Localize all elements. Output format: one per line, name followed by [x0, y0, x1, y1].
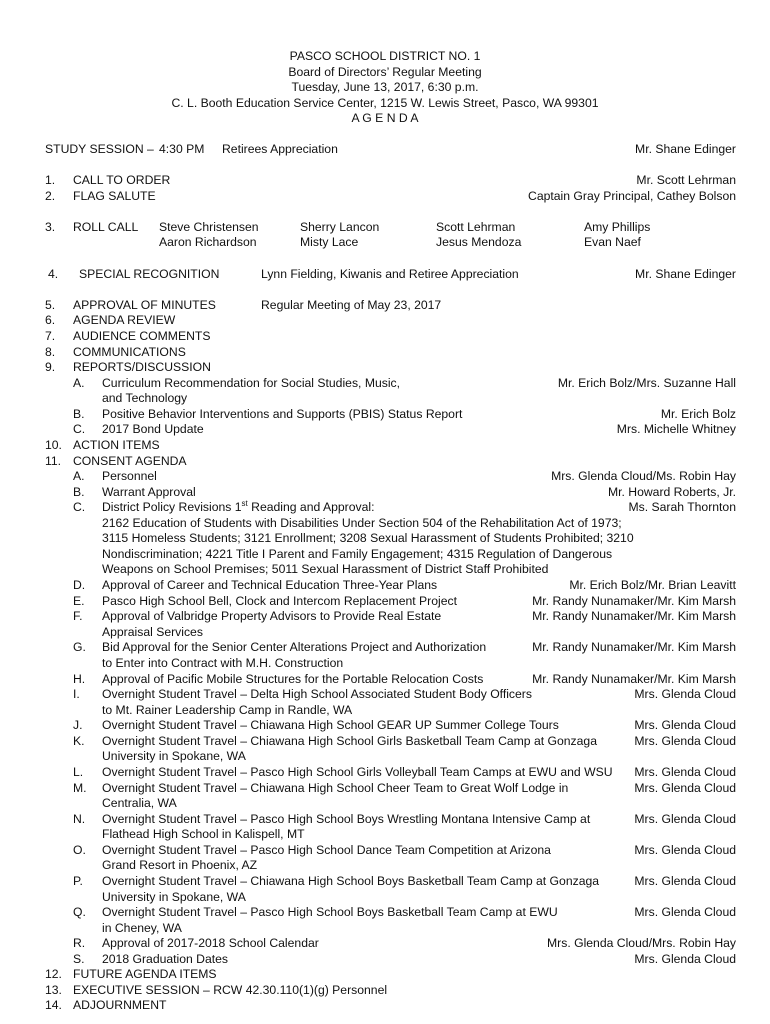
meeting-title: Board of Directors’ Regular Meeting — [288, 65, 482, 79]
sub-item-presenter: Mr. Howard Roberts, Jr. — [607, 485, 736, 499]
study-session-presenter: Mr. Shane Edinger — [635, 142, 736, 156]
board-member: Sherry Lancon — [300, 220, 380, 234]
item-title: FLAG SALUTE — [73, 189, 156, 203]
item-title: ACTION ITEMS — [73, 438, 160, 452]
item-presenter: Captain Gray Principal, Cathey Bolson — [528, 189, 736, 203]
item-title: APPROVAL OF MINUTES — [73, 298, 216, 312]
sub-item-letter: E. — [73, 594, 85, 608]
sub-item-letter: D. — [73, 578, 86, 592]
sub-item-text: 3115 Homeless Students; 3121 Enrollment; 3208 Sexual Harassment of Students Prohibited; 3210 — [102, 531, 634, 545]
district-name: PASCO SCHOOL DISTRICT NO. 1 — [289, 49, 481, 63]
sub-item-text: Weapons on School Premises; 5011 Sexual Harassment of District Staff Prohibited — [102, 562, 549, 576]
board-member: Aaron Richardson — [159, 235, 257, 249]
item-title: ADJOURNMENT — [73, 998, 167, 1012]
sub-item-letter: A. — [73, 376, 85, 390]
sub-item-text: Approval of Valbridge Property Advisors to Provide Real Estate — [102, 609, 442, 623]
sub-item-letter: K. — [73, 734, 85, 748]
sub-item-text: Appraisal Services — [102, 625, 203, 639]
item-number: 13. — [45, 983, 62, 997]
board-member: Evan Naef — [584, 235, 641, 249]
sub-item-letter: O. — [73, 843, 86, 857]
sub-item-letter: C. — [73, 500, 86, 514]
item-title: CONSENT AGENDA — [73, 454, 187, 468]
board-member: Amy Phillips — [584, 220, 651, 234]
item-title: EXECUTIVE SESSION – RCW 42.30.110(1)(g) Personnel — [73, 983, 388, 997]
item-presenter: Mr. Scott Lehrman — [636, 173, 736, 187]
item-number: 9. — [45, 360, 56, 374]
item-title: REPORTS/DISCUSSION — [73, 360, 211, 374]
item-number: 4. — [48, 267, 59, 281]
sub-item-presenter: Mrs. Glenda Cloud — [634, 812, 736, 826]
item-number: 12. — [45, 967, 62, 981]
sub-item-text: Nondiscrimination; 4221 Title I Parent and Family Engagement; 4315 Regulation of Dangerous — [102, 547, 613, 561]
sub-item-text: Overnight Student Travel – Chiawana High School Girls Basketball Team Camp at Gonzaga — [102, 734, 597, 748]
board-member: Jesus Mendoza — [436, 235, 522, 249]
sub-item-text: Warrant Approval — [102, 485, 196, 499]
meeting-date: Tuesday, June 13, 2017, 6:30 p.m. — [291, 80, 479, 94]
sub-item-letter: F. — [73, 609, 83, 623]
sub-item-presenter: Mrs. Glenda Cloud — [634, 905, 736, 919]
item-title: ROLL CALL — [73, 220, 139, 234]
sub-item-presenter: Mrs. Glenda Cloud — [634, 734, 736, 748]
sub-item-text: Flathead High School in Kalispell, MT — [102, 827, 305, 841]
sub-item-text: Overnight Student Travel – Chiawana High School Cheer Team to Great Wolf Lodge in — [102, 781, 569, 795]
sub-item-letter: L. — [73, 765, 84, 779]
sub-item-presenter: Mrs. Glenda Cloud — [634, 843, 736, 857]
item-detail: Regular Meeting of May 23, 2017 — [261, 298, 442, 312]
sub-item-presenter: Ms. Sarah Thornton — [628, 500, 736, 514]
meeting-location: C. L. Booth Education Service Center, 1215 W. Lewis Street, Pasco, WA 99301 — [171, 96, 599, 110]
item-number: 2. — [45, 189, 56, 203]
sub-item-text: Overnight Student Travel – Pasco High School Boys Wrestling Montana Intensive Camp at — [102, 812, 591, 826]
sub-item-letter: C. — [73, 422, 86, 436]
item-number: 1. — [45, 173, 56, 187]
sub-item-text: Overnight Student Travel – Chiawana High School Boys Basketball Team Camp at Gonzaga — [102, 874, 600, 888]
board-member: Steve Christensen — [159, 220, 259, 234]
sub-item-letter: P. — [73, 874, 83, 888]
item-number: 8. — [45, 345, 56, 359]
sub-item-presenter: Mrs. Michelle Whitney — [616, 422, 736, 436]
sub-item-text: Bid Approval for the Senior Center Alterations Project and Authorization — [102, 640, 487, 654]
sub-item-letter: M. — [73, 781, 87, 795]
sub-item-text: University in Spokane, WA — [102, 890, 246, 904]
policy-heading-pre: District Policy Revisions 1 — [102, 500, 242, 514]
sub-item-text: Overnight Student Travel – Pasco High School Boys Basketball Team Camp at EWU — [102, 905, 558, 919]
sub-item-text: in Cheney, WA — [102, 921, 182, 935]
sub-item-letter: N. — [73, 812, 86, 826]
sub-item-text: Overnight Student Travel – Delta High School Associated Student Body Officers — [102, 687, 532, 701]
item-detail: Lynn Fielding, Kiwanis and Retiree Appreciation — [261, 267, 519, 281]
sub-item-text: 2017 Bond Update — [102, 422, 204, 436]
sub-item-letter: I. — [73, 687, 80, 701]
sub-item-letter: S. — [73, 952, 85, 966]
ordinal-suffix: st — [241, 498, 248, 508]
sub-item-text — [102, 500, 374, 515]
policy-heading-post: Reading and Approval: — [247, 500, 375, 514]
sub-item-text: Positive Behavior Interventions and Supports (PBIS) Status Report — [102, 407, 463, 421]
sub-item-text: Curriculum Recommendation for Social Studies, Music, — [102, 376, 401, 390]
item-number: 11. — [45, 454, 62, 468]
item-number: 3. — [45, 220, 56, 234]
study-session-label: STUDY SESSION – — [45, 142, 154, 156]
sub-item-letter: R. — [73, 936, 86, 950]
sub-item-text: Centralia, WA — [102, 796, 177, 810]
sub-item-presenter: Mr. Erich Bolz/Mrs. Suzanne Hall — [557, 376, 736, 390]
item-number: 7. — [45, 329, 56, 343]
sub-item-presenter: Mrs. Glenda Cloud/Mrs. Robin Hay — [547, 936, 736, 950]
sub-item-presenter: Mr. Randy Nunamaker/Mr. Kim Marsh — [532, 640, 736, 654]
sub-item-presenter: Mrs. Glenda Cloud — [634, 765, 736, 779]
sub-item-letter: G. — [73, 640, 86, 654]
sub-item-presenter: Mrs. Glenda Cloud — [634, 781, 736, 795]
sub-item-presenter: Mr. Randy Nunamaker/Mr. Kim Marsh — [532, 672, 736, 686]
sub-item-text: to Mt. Rainer Leadership Camp in Randle, WA — [102, 703, 353, 717]
sub-item-presenter: Mrs. Glenda Cloud — [634, 687, 736, 701]
sub-item-presenter: Mrs. Glenda Cloud — [634, 952, 736, 966]
sub-item-letter: Q. — [73, 905, 86, 919]
sub-item-text: 2162 Education of Students with Disabilities Under Section 504 of the Rehabilitation Act of 1973; — [102, 516, 622, 530]
sub-item-text: 2018 Graduation Dates — [102, 952, 229, 966]
board-member: Misty Lace — [300, 235, 359, 249]
sub-item-presenter: Mr. Randy Nunamaker/Mr. Kim Marsh — [532, 594, 736, 608]
sub-item-text: Approval of Career and Technical Education Three-Year Plans — [102, 578, 438, 592]
study-session-title: Retirees Appreciation — [222, 142, 338, 156]
sub-item-presenter: Mrs. Glenda Cloud — [634, 874, 736, 888]
sub-item-presenter: Mr. Randy Nunamaker/Mr. Kim Marsh — [532, 609, 736, 623]
item-presenter: Mr. Shane Edinger — [635, 267, 736, 281]
sub-item-letter: A. — [73, 469, 85, 483]
sub-item-text: University in Spokane, WA — [102, 749, 246, 763]
sub-item-text: Overnight Student Travel – Pasco High School Dance Team Competition at Arizona — [102, 843, 551, 857]
sub-item-text: Overnight Student Travel – Chiawana High School GEAR UP Summer College Tours — [102, 718, 559, 732]
item-number: 10. — [45, 438, 62, 452]
board-member: Scott Lehrman — [436, 220, 516, 234]
sub-item-presenter: Mrs. Glenda Cloud/Ms. Robin Hay — [551, 469, 736, 483]
item-title: FUTURE AGENDA ITEMS — [73, 967, 217, 981]
sub-item-text: to Enter into Contract with M.H. Construction — [102, 656, 344, 670]
sub-item-text: Approval of Pacific Mobile Structures for the Portable Relocation Costs — [102, 672, 484, 686]
item-number: 6. — [45, 313, 56, 327]
sub-item-text: and Technology — [102, 391, 188, 405]
item-title: AGENDA REVIEW — [73, 313, 176, 327]
study-session-time: 4:30 PM — [159, 142, 205, 156]
item-title: SPECIAL RECOGNITION — [79, 267, 220, 281]
sub-item-text: Overnight Student Travel – Pasco High School Girls Volleyball Team Camps at EWU and WSU — [102, 765, 613, 779]
sub-item-letter: B. — [73, 485, 85, 499]
sub-item-letter: B. — [73, 407, 85, 421]
sub-item-presenter: Mrs. Glenda Cloud — [634, 718, 736, 732]
item-title: COMMUNICATIONS — [73, 345, 186, 359]
sub-item-letter: H. — [73, 672, 86, 686]
item-number: 14. — [45, 998, 62, 1012]
sub-item-text: Personnel — [102, 469, 157, 483]
item-title: CALL TO ORDER — [73, 173, 171, 187]
sub-item-presenter: Mr. Erich Bolz — [660, 407, 736, 421]
sub-item-text: Approval of 2017-2018 School Calendar — [102, 936, 319, 950]
item-number: 5. — [45, 298, 56, 312]
sub-item-letter: J. — [73, 718, 83, 732]
agenda-heading: A G E N D A — [351, 111, 419, 125]
sub-item-text: Pasco High School Bell, Clock and Intercom Replacement Project — [102, 594, 457, 608]
sub-item-text: Grand Resort in Phoenix, AZ — [102, 858, 258, 872]
sub-item-presenter: Mr. Erich Bolz/Mr. Brian Leavitt — [569, 578, 736, 592]
item-title: AUDIENCE COMMENTS — [73, 329, 211, 343]
